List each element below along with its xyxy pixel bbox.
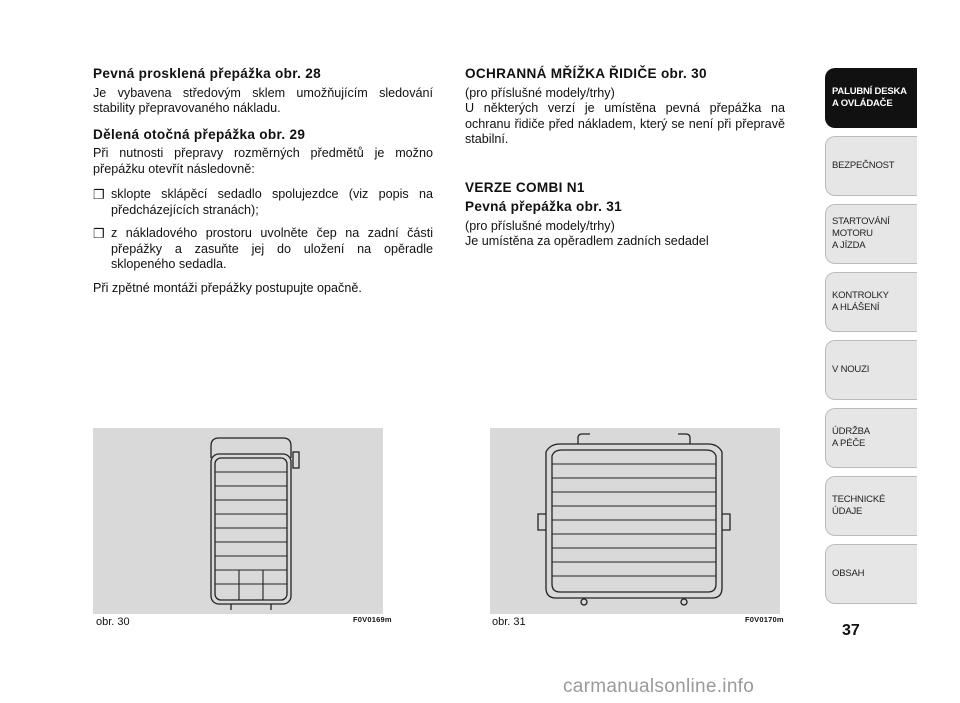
- tab-dashboard-controls[interactable]: PALUBNÍ DESKA A OVLÁDAČE: [825, 68, 917, 128]
- figure-caption: obr. 30: [96, 616, 130, 628]
- list-item-text: sklopte sklápěcí sedadlo spolujezdce (viz popis na předcházejících stranách);: [111, 187, 433, 217]
- paragraph-rear-position: Je umístěna za opěradlem zadních sedadel: [465, 234, 709, 248]
- tab-warning-lights[interactable]: KONTROLKY A HLÁŠENÍ: [825, 272, 917, 332]
- right-column: [465, 66, 785, 260]
- heading-fixed-partition: Pevná prosklená přepážka obr. 28: [93, 66, 321, 81]
- paragraph-fixed-partition: Je vybavena středovým sklem umožňujícím sledování stability přepravovaného nákladu.: [93, 85, 433, 115]
- models-note: (pro příslušné modely/trhy): [465, 218, 615, 233]
- tab-emergency[interactable]: V NOUZI: [825, 340, 917, 400]
- list-item: [93, 226, 433, 273]
- tab-technical-data[interactable]: TECHNICKÉ ÚDAJE: [825, 476, 917, 536]
- list-item-text: z nákladového prostoru uvolněte čep na zadní části přepážky a zasuňte jej do uložení na opěradle sklopeného sedadla.: [111, 226, 433, 271]
- tab-maintenance[interactable]: ÚDRŽBA A PÉČE: [825, 408, 917, 468]
- list-item: [93, 187, 433, 218]
- tab-contents[interactable]: OBSAH: [825, 544, 917, 604]
- heading-combi-version: VERZE COMBI N1: [465, 179, 585, 195]
- figure-code: F0V0170m: [745, 615, 784, 624]
- watermark: carmanualsonline.info: [563, 676, 755, 697]
- checkbox-bullet-icon: ❒: [93, 187, 105, 202]
- figure-30-grille-illustration: [93, 428, 383, 614]
- heading-driver-grille: OCHRANNÁ MŘÍŽKA ŘIDIČE obr. 30: [465, 66, 707, 81]
- paragraph-split-partition: Při nutnosti přepravy rozměrných předmětů je možno přepážku otevřít následovně:: [93, 146, 433, 176]
- figure-31-partition-illustration: [490, 428, 780, 614]
- left-column: [93, 66, 433, 306]
- heading-split-partition: Dělená otočná přepážka obr. 29: [93, 126, 306, 142]
- checkbox-bullet-icon: ❒: [93, 226, 105, 241]
- figure-code: F0V0169m: [353, 615, 392, 624]
- heading-fixed-partition-31: Pevná přepážka obr. 31: [465, 199, 622, 214]
- page-number: 37: [842, 622, 860, 639]
- models-note: (pro příslušné modely/trhy): [465, 85, 615, 100]
- tab-safety[interactable]: BEZPEČNOST: [825, 136, 917, 196]
- chapter-tabs: [825, 68, 917, 612]
- figure-caption: obr. 31: [492, 616, 526, 628]
- paragraph-reassembly: Při zpětné montáži přepážky postupujte opačně.: [93, 280, 362, 295]
- tab-starting-driving[interactable]: STARTOVÁNÍ MOTORU A JÍZDA: [825, 204, 917, 264]
- paragraph-driver-grille: U některých verzí je umístěna pevná přepážka na ochranu řidiče před nákladem, který se není při přepravě stabilní.: [465, 101, 785, 146]
